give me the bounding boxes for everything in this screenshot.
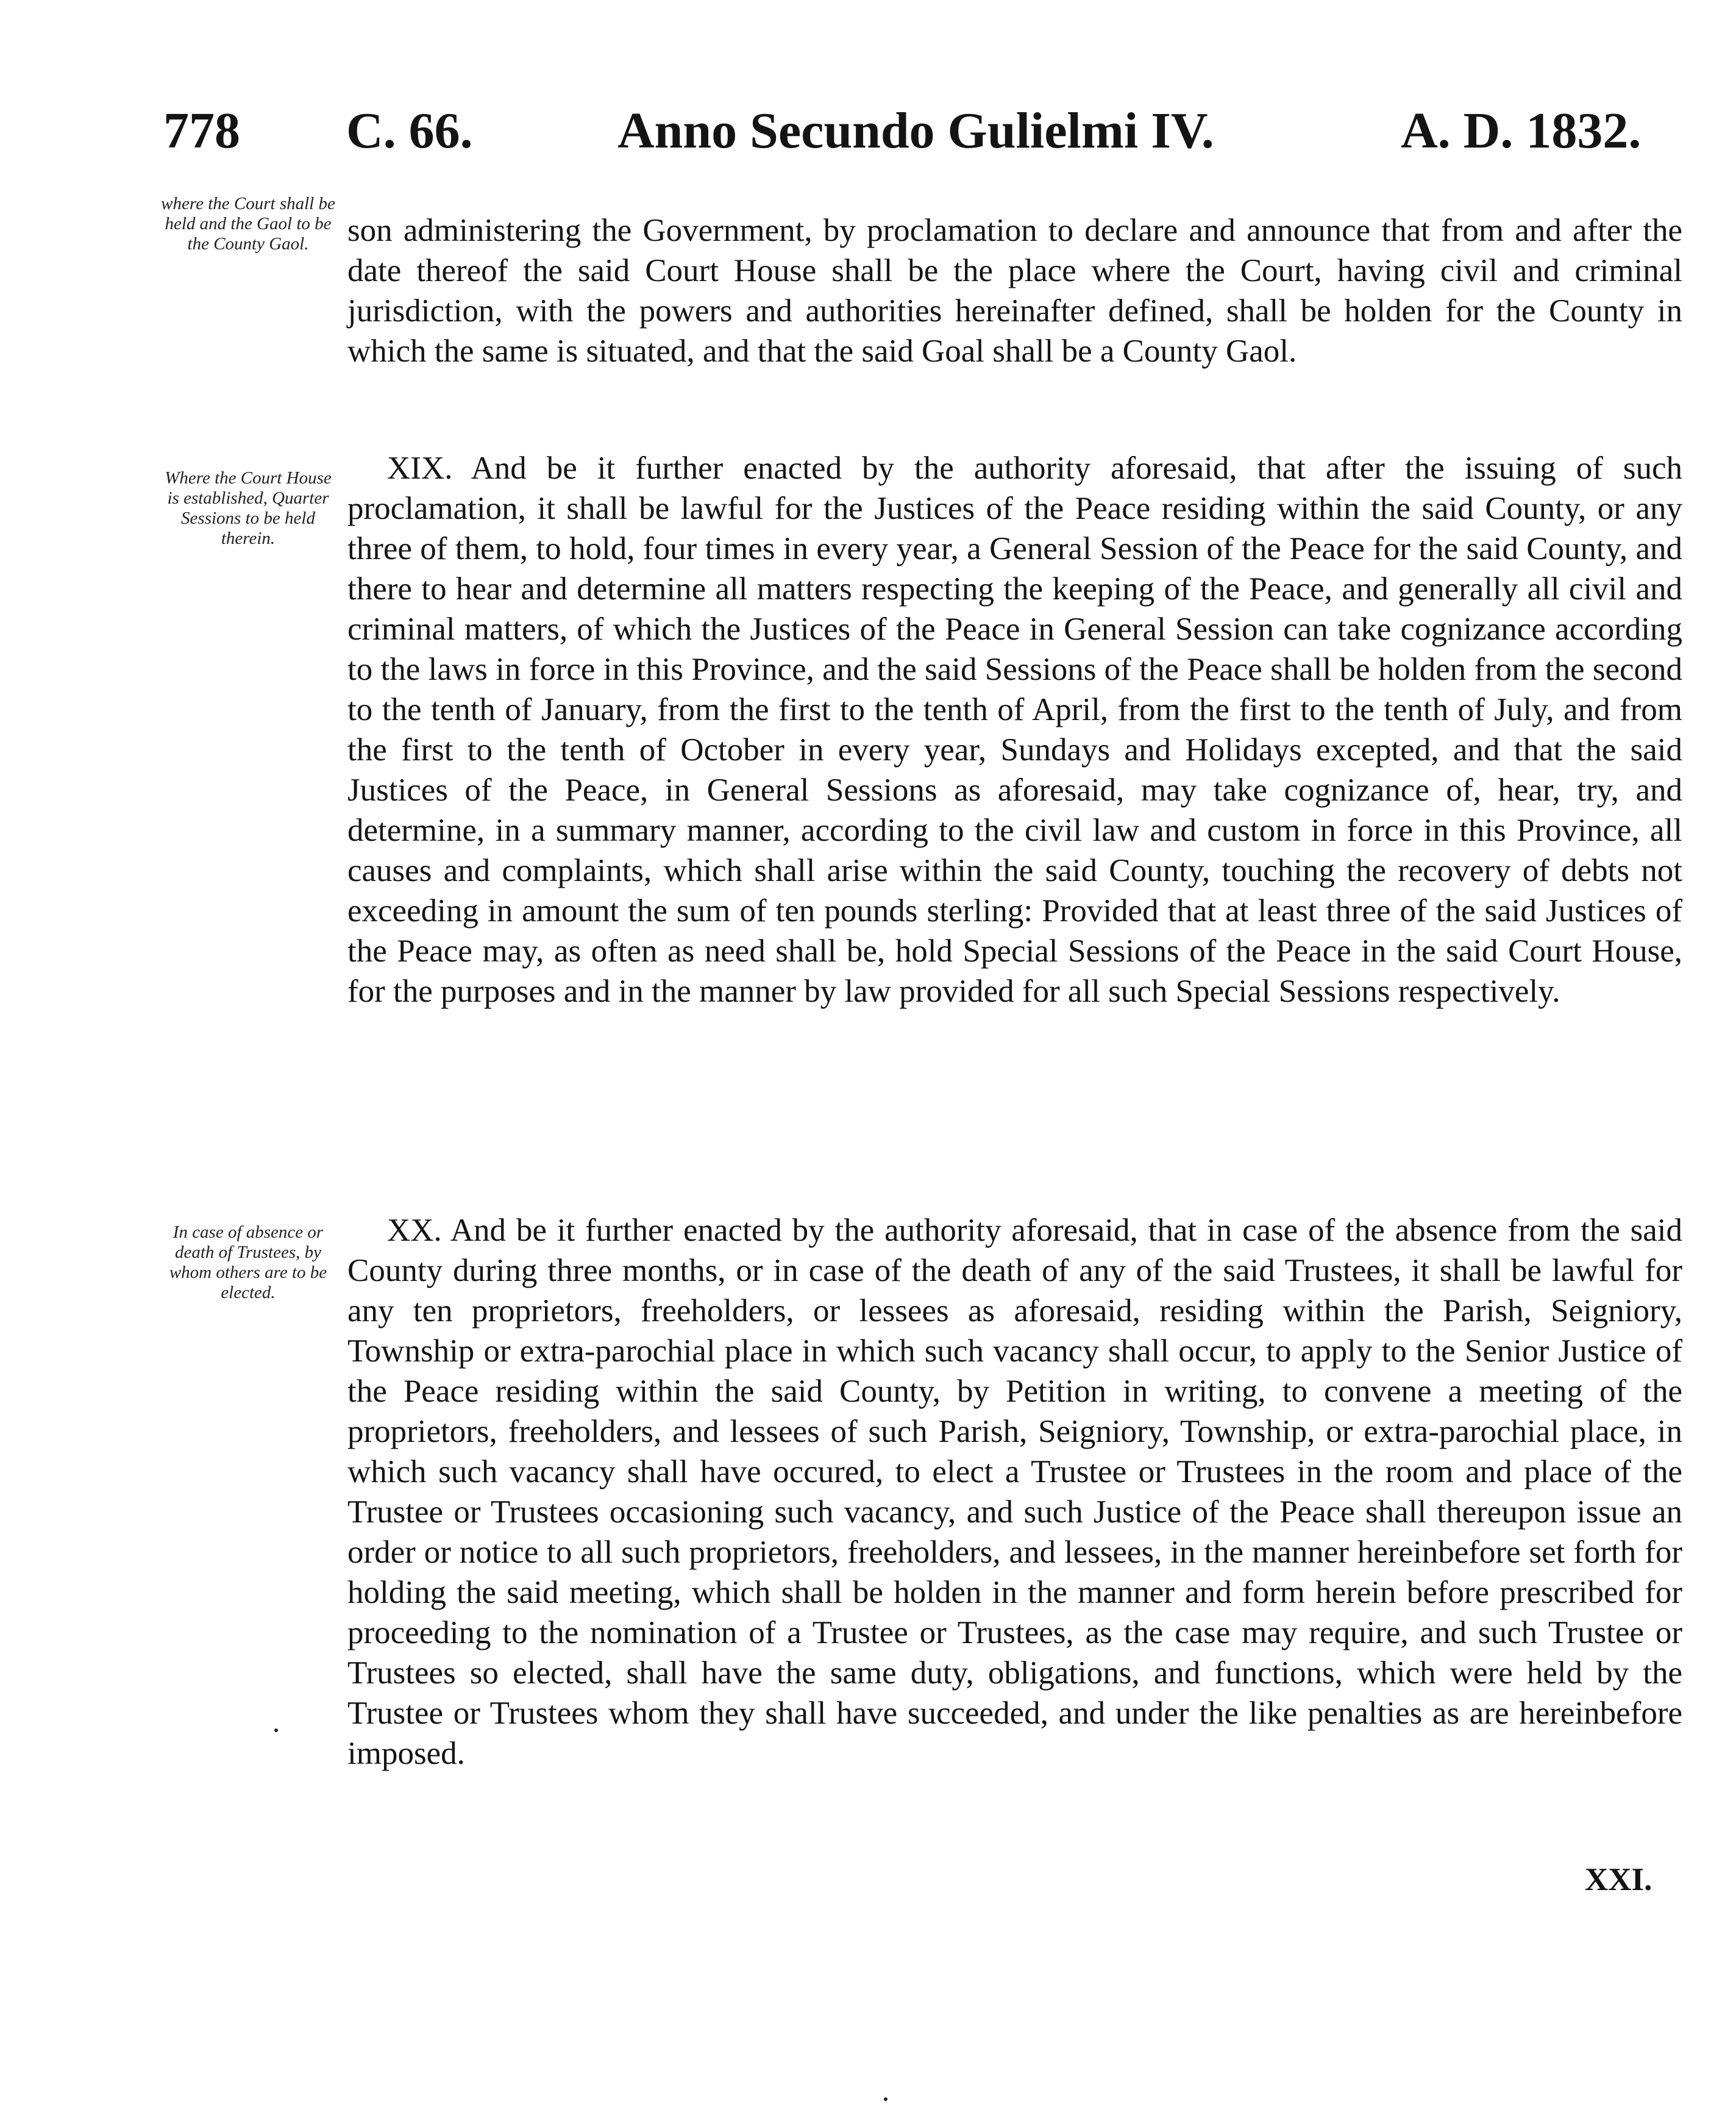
running-header (163, 98, 1712, 171)
marginal-note-quarter-sessions: Where the Court House is established, Quarter Sessions to be held therein. (165, 468, 332, 548)
regnal-year: Anno Secundo Gulielmi IV. (617, 102, 1214, 159)
chapter-number: C. 66. (346, 102, 473, 159)
ink-speck (274, 1728, 278, 1732)
section-xx: XX. And be it further enacted by the authority aforesaid, that in case of the absence from the said County during three months, or in case of the death of any of the said Trustees, it shall be lawful for any ten proprietors, freeholders, or lessees as aforesaid, residing within the Parish, Seigniory, Township or extra-parochial place in which such vacancy shall occur, to apply to the Senior Justice of the Peace residing within the said County, by Petition in writing, to convene a meeting of the proprietors, freeholders, and lessees of such Parish, Seigniory, Township, or extra-parochial place, in which such vacancy shall have occured, to elect a Trustee or Trustees in the room and place of the Trustee or Trustees occasioning such vacancy, and such Justice of the Peace shall thereupon issue an order or notice to all such proprietors, freeholders, and lessees, in the manner hereinbefore set forth for holding the said meeting, which shall be holden in the manner and form herein before prescribed for proceeding to the nomination of a Trustee or Trustees, as the case may require, and such Trustee or Trustees so elected, shall have the same duty, obligations, and functions, which were held by the Trustee or Trustees whom they shall have succeeded, and under the like penalties as are hereinbefore imposed. (347, 1213, 1682, 1771)
marginal-note-court-gaol: where the Court shall be held and the Gaol to be the County Gaol. (161, 194, 335, 254)
catchword: XXI. (1585, 1862, 1652, 1897)
section-xix: XIX. And be it further enacted by the authority aforesaid, that after the issuing of such proclamation, it shall be lawful for the Justices of the Peace residing within the said County, or any three of them, to hold, four times in every year, a General Session of the Peace for the said County, and there to hear and determine all matters respecting the keeping of the Peace, and generally all civil and criminal matters, of which the Justices of the Peace in General Session can take cognizance according to the laws in force in this Province, and the said Sessions of the Peace shall be holden from the second to the tenth of January, from the first to the tenth of April, from the first to the tenth of July, and from the first to the tenth of October in every year, Sundays and Holidays excepted, and that the said Justices of the Peace, in General Sessions as aforesaid, may take cognizance of, hear, try, and determine, in a summary manner, according to the civil law and custom in force in this Province, all causes and complaints, which shall arise within the said County, touching the recovery of debts not exceeding in amount the sum of ten pounds sterling: Provided that at least three of the said Justices of the Peace may, as often as need shall be, hold Special Sessions of the Peace in the said Court House, for the purposes and in the manner by law provided for all such Special Sessions respectively. (347, 451, 1682, 1009)
calendar-year: A. D. 1832. (1401, 102, 1642, 159)
marginal-note-trustee-vacancy: In case of absence or death of Trustees, by whom others are to be elected. (169, 1222, 327, 1302)
page-number: 778 (163, 102, 240, 159)
ink-speck (884, 2097, 888, 2101)
paragraph-continuation: son administering the Government, by proclamation to declare and announce that from and after the date thereof the said Court House shall be the place where the Court, having civil and criminal jurisdiction, with the powers and authorities hereinafter defined, shall be holden for the County in which the same is situated, and that the said Goal shall be a County Gaol. (347, 213, 1682, 369)
